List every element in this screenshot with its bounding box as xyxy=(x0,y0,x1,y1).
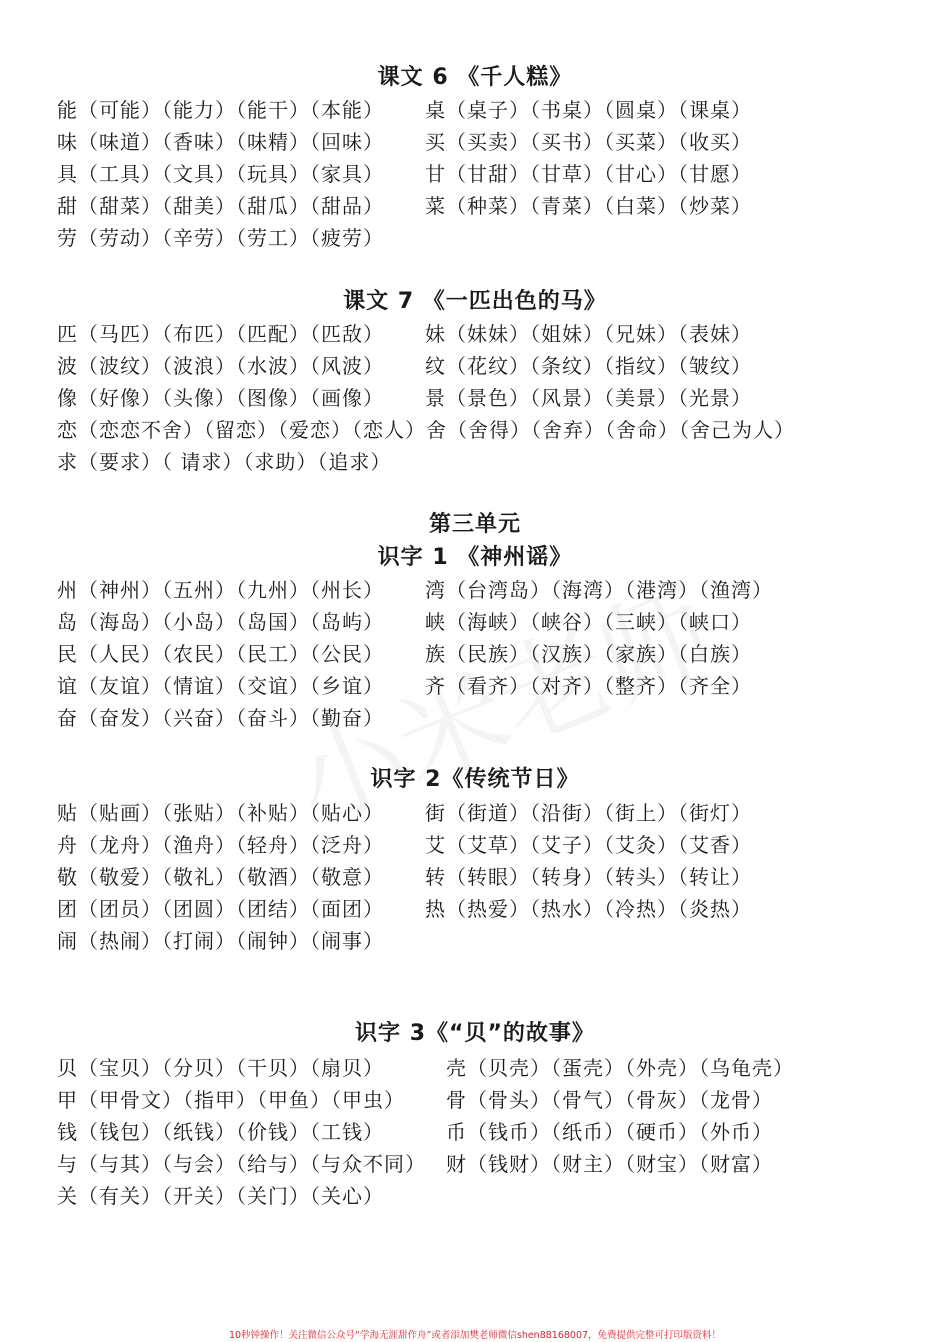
word-row: 妹（妹妹）（姐妹）（兄妹）（表妹） xyxy=(425,322,752,346)
word-row: 劳（劳动）（辛劳）（劳工）（疲劳） xyxy=(57,226,384,250)
word-row: 像（好像）（头像）（图像）（画像） xyxy=(57,386,384,410)
word-row: 族（民族）（汉族）（家族）（白族） xyxy=(425,642,752,666)
section-title: 识字 2《传统节日》 xyxy=(370,767,580,792)
word-row: 齐（看齐）（对齐）（整齐）（齐全） xyxy=(425,674,752,698)
section-title: 识字 3《“贝”的故事》 xyxy=(355,1021,595,1046)
word-row: 敬（敬爱）（敬礼）（敬酒）（敬意） xyxy=(57,865,384,889)
word-row: 味（味道）（香味）（味精）（回味） xyxy=(57,130,384,154)
word-row: 甲（甲骨文）（指甲）（甲鱼）（甲虫） xyxy=(57,1088,405,1112)
word-row: 匹（马匹）（布匹）（匹配）（匹敌） xyxy=(57,322,384,346)
word-row: 民（人民）（农民）（民工）（公民） xyxy=(57,642,384,666)
word-row: 团（团员）（团圆）（团结）（面团） xyxy=(57,897,384,921)
word-row: 菜（种菜）（青菜）（白菜）（炒菜） xyxy=(425,194,752,218)
section-title: 识字 1 《神州谣》 xyxy=(377,545,573,570)
section-title: 课文 6 《千人糕》 xyxy=(377,65,573,90)
word-row: 景（景色）（风景）（美景）（光景） xyxy=(425,386,752,410)
word-row: 求（要求）（ 请求）（求助）（追求） xyxy=(57,450,392,474)
word-row: 贴（贴画）（张贴）（补贴）（贴心） xyxy=(57,801,384,825)
word-row: 财（钱财）（财主）（财宝）（财富） xyxy=(446,1152,773,1176)
word-row: 甘（甘甜）（甘草）（甘心）（甘愿） xyxy=(425,162,752,186)
word-row: 贝（宝贝）（分贝）（干贝）（扇贝） xyxy=(57,1056,384,1080)
word-row: 街（街道）（沿街）（街上）（街灯） xyxy=(425,801,752,825)
word-row: 纹（花纹）（条纹）（指纹）（皱纹） xyxy=(425,354,752,378)
word-row: 甜（甜菜）（甜美）（甜瓜）（甜品） xyxy=(57,194,384,218)
word-row: 关（有关）（开关）（关门）（关心） xyxy=(57,1184,384,1208)
unit-title: 第三单元 xyxy=(428,512,521,537)
word-row: 具（工具）（文具）（玩具）（家具） xyxy=(57,162,384,186)
word-row: 湾（台湾岛）（海湾）（港湾）（渔湾） xyxy=(425,578,773,602)
word-row: 艾（艾草）（艾子）（艾灸）（艾香） xyxy=(425,833,752,857)
word-row: 波（波纹）（波浪）（水波）（风波） xyxy=(57,354,384,378)
word-row: 壳（贝壳）（蛋壳）（外壳）（乌龟壳） xyxy=(446,1056,794,1080)
word-row: 州（神州）（五州）（九州）（州长） xyxy=(57,578,384,602)
word-row: 与（与其）（与会）（给与）（与众不同） xyxy=(57,1152,426,1176)
word-row: 恋（恋恋不舍）（留恋）（爱恋）（恋人）舍（舍得）（舍弃）（舍命）（舍己为人） xyxy=(57,418,795,442)
word-row: 桌（桌子）（书桌）（圆桌）（课桌） xyxy=(425,98,752,122)
footer-note: 10秒钟操作！关注微信公众号“学海无涯甜作舟”或者添加樊老师微信shen88168007，免费提供完整可打印版资料！ xyxy=(228,1330,722,1341)
word-row: 岛（海岛）（小岛）（岛国）（岛屿） xyxy=(57,610,384,634)
word-row: 峡（海峡）（峡谷）（三峡）（峡口） xyxy=(425,610,752,634)
word-row: 能（可能）（能力）（能干）（本能） xyxy=(57,98,384,122)
section-title: 课文 7 《一匹出色的马》 xyxy=(343,289,607,314)
word-row: 转（转眼）（转身）（转头）（转让） xyxy=(425,865,752,889)
word-row: 舟（龙舟）（渔舟）（轻舟）（泛舟） xyxy=(57,833,384,857)
word-row: 谊（友谊）（情谊）（交谊）（乡谊） xyxy=(57,674,384,698)
word-row: 骨（骨头）（骨气）（骨灰）（龙骨） xyxy=(446,1088,773,1112)
word-row: 闹（热闹）（打闹）（闹钟）（闹事） xyxy=(57,929,384,953)
word-row: 奋（奋发）（兴奋）（奋斗）（勤奋） xyxy=(57,706,384,730)
word-row: 币（钱币）（纸币）（硬币）（外币） xyxy=(446,1120,773,1144)
word-row: 钱（钱包）（纸钱）（价钱）（工钱） xyxy=(57,1120,384,1144)
word-row: 买（买卖）（买书）（买菜）（收买） xyxy=(425,130,752,154)
word-row: 热（热爱）（热水）（冷热）（炎热） xyxy=(425,897,752,921)
